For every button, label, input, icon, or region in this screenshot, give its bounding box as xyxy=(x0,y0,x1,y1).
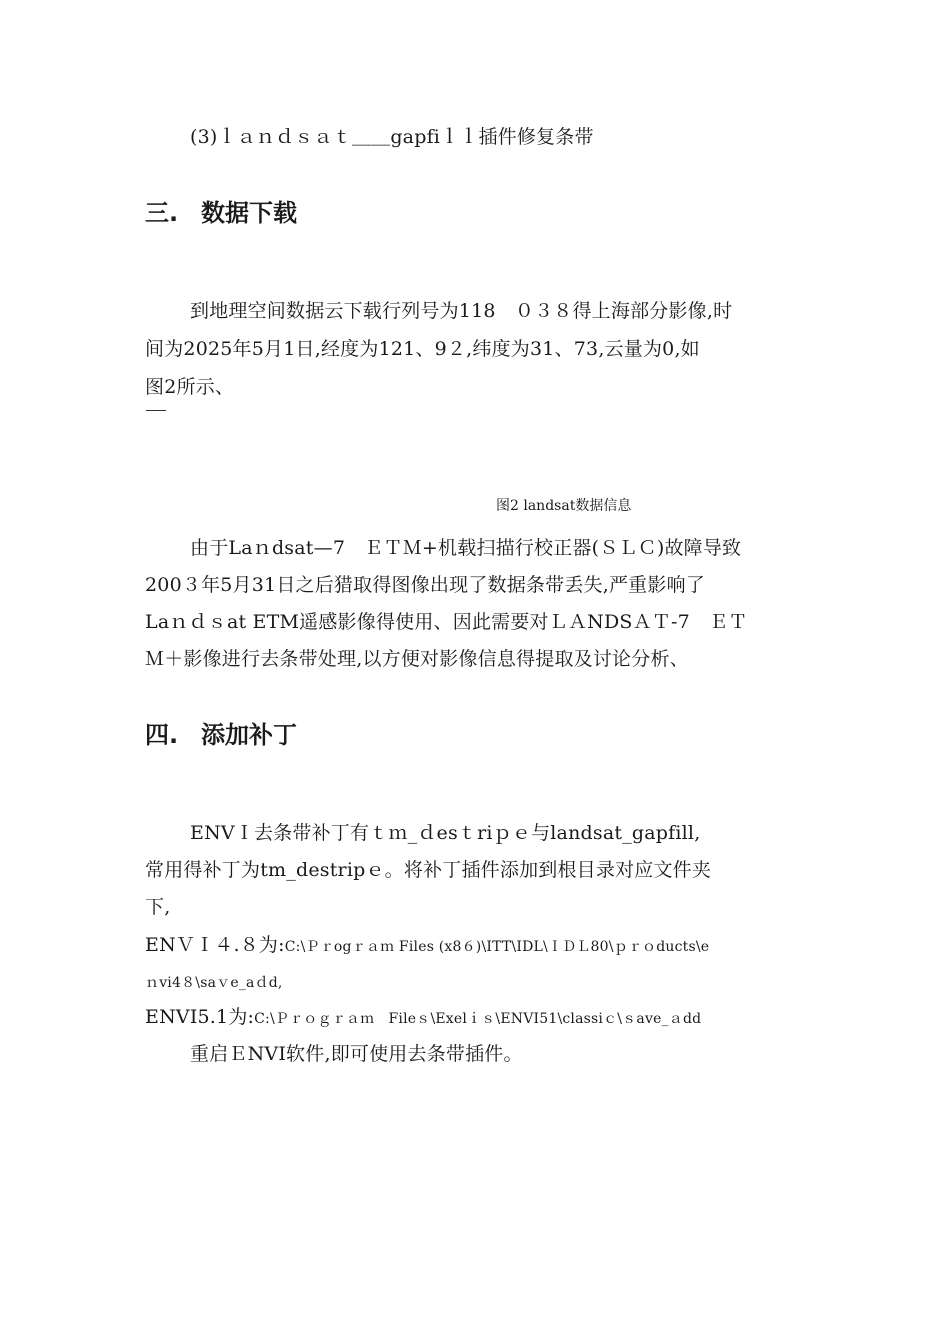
figure-caption: 图2 landsat数据信息 xyxy=(496,498,632,514)
envi51-path-line xyxy=(145,1004,813,1032)
figure-placeholder-divider xyxy=(146,410,166,411)
section-title: 数据下载 xyxy=(201,199,297,227)
paragraph-line: 200３年5月31日之后猎取得图像出现了数据条带丢失,严重影响了 xyxy=(145,574,705,596)
paragraph-line: Laｎｄｓat ETM遥感影像得使用、因此需要对ＬＡNDSＡＴ-7 ＥＴ xyxy=(145,611,748,633)
section-heading-download xyxy=(145,198,297,228)
paragraph-line: 重启ＥNVI软件,即可使用去条带插件。 xyxy=(190,1043,523,1065)
envi48-path-continued: ｎvi4８\saｖe_aｄd, xyxy=(145,975,283,991)
paragraph-line: Ｍ＋影像进行去条带处理,以方便对影像信息得提取及讨论分析、 xyxy=(145,648,689,670)
paragraph-line: 常用得补丁为tm_destripｅ。将补丁插件添加到根目录对应文件夹 xyxy=(145,859,712,881)
envi48-label: ENＶＩ４.８为: xyxy=(145,934,285,956)
envi51-path: C:\Ｐｒｏｇｒａｍ Fileｓ\Exelｉｓ\ENVI51\classiｃ\ｓave_ａdd xyxy=(254,1011,702,1027)
paragraph-line: 下, xyxy=(145,896,171,918)
envi51-label: ENVI5.1为: xyxy=(145,1006,255,1028)
section-heading-patch xyxy=(145,720,297,750)
section-number: 三. xyxy=(145,199,179,227)
paragraph-line: 到地理空间数据云下载行列号为118 ０３８得上海部分影像,时 xyxy=(190,300,733,322)
envi48-path-line xyxy=(145,932,813,960)
section-title: 添加补丁 xyxy=(201,721,297,749)
envi48-path: C:\Ｐｒogｒａｍ Files (x8６)\ITT\IDL\ＩＤＬ80\ｐｒｏducts\e xyxy=(284,939,710,955)
paragraph-line: 间为2025年5月1日,经度为121、9２,纬度为31、73,云量为0,如 xyxy=(145,338,700,360)
paragraph-line: ENVＩ去条带补丁有ｔｍ_ｄesｔriｐｅ与landsat_gapfill, xyxy=(190,822,701,844)
section-number: 四. xyxy=(145,721,179,749)
list-item-landsat-gapfill: (3)ｌａｎｄｓａｔ＿＿gapfiｌｌ插件修复条带 xyxy=(190,126,594,148)
paragraph-line: 由于Laｎdsat—7 ＥＴＭ+机载扫描行校正器(ＳＬＣ)故障导致 xyxy=(190,537,742,559)
paragraph-line: 图2所示、 xyxy=(145,376,235,398)
